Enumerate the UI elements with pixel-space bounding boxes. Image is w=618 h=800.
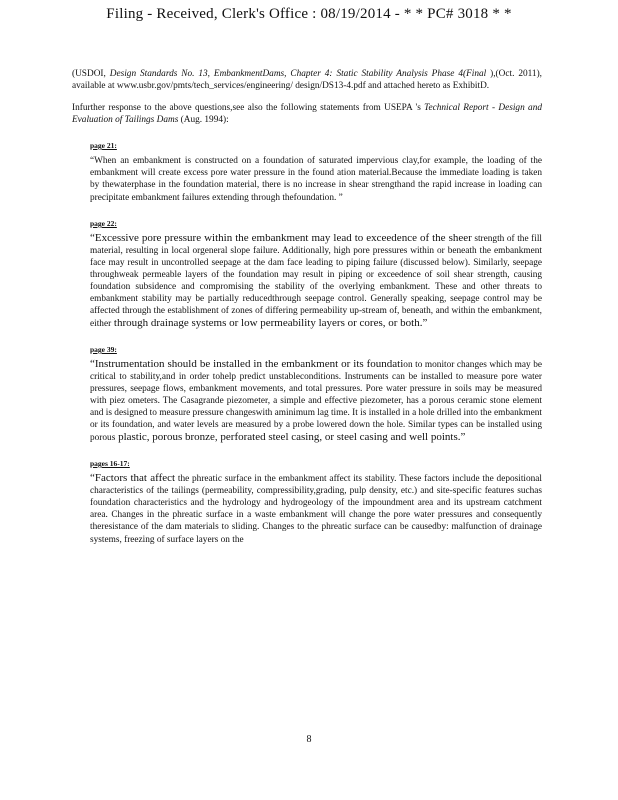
quote-block [90, 140, 542, 204]
quote-lead: “Factors that affect [90, 472, 176, 484]
quote-text [90, 472, 542, 546]
citation-part-3: ),(Oct. 2011), available at www.usbr.gov/pmts/tech_services/engineering/ design/DS13-4.pdf and attached hereto as ExhibitD. [72, 69, 542, 91]
page-reference-label: page 21: [90, 141, 117, 150]
intro-report-title: Technical Report - Design and Evaluation of Tailings Dams [72, 103, 542, 125]
quote-body: strength of the fill material, resulting in local orgeneral slope failure. Additionally, high pore pressures within or beneath the embankment face may result in uncontrolled seepage at the dam face leading to piping failure (discussed below). Similarly, seepage throughweak permeable layers of the foundation may result in piping or exceedence of soil shear strength, causing foundation subsidence and compromising the stability of the overlying embankment. These and other threats to embankment stability may be partially reducedthrough seepage control. Generally speaking, seepage control may be affected through the establishment of zones of differing permeability up-stream of, beneath, and within the embankment, either [90, 234, 542, 329]
document-body [72, 68, 542, 546]
quote-text [90, 232, 542, 330]
quote-block [90, 344, 542, 444]
quote-tail: through drainage systems or low permeability layers or cores, or both.” [111, 317, 428, 329]
filing-header: Filing - Received, Clerk's Office : 08/19/2014 - * * PC# 3018 * * [106, 6, 512, 22]
intro-part-1: Infurther response to the above questions,see also the following statements from USEPA 's [72, 103, 425, 113]
citation-part-1: (USDOI, [72, 69, 110, 79]
intro-paragraph [72, 102, 542, 126]
quote-body: “When an embankment is constructed on a foundation of saturated impervious clay,for example, the loading of the embankment will create excess pore water pressure in the found ation material.Because the immediate loading is taken by thewaterphase in the foundation material, there is no increase in shear strengthand the rapid increase in loading can precipitate embankment failures extending through thefoundation. ” [90, 156, 542, 203]
quote-block [90, 458, 542, 546]
quote-block [90, 218, 542, 330]
quote-text [90, 154, 542, 204]
page-number: 8 [306, 734, 312, 745]
page-reference-label: pages 16-17: [90, 459, 130, 468]
quote-text [90, 358, 542, 444]
quote-lead: “Instrumentation should be installed in the embankment or its foundati [90, 358, 404, 370]
citation-title: Design Standards No. 13, EmbankmentDams, Chapter 4: Static Stability Analysis Phase 4(Final [109, 69, 487, 79]
citation-paragraph [72, 68, 542, 92]
quote-body: the phreatic surface in the embankment affect its stability. These factors include the depositional characteristics of the tailings (permeability, compressibility,grading, pulp density, etc.) and site-specific features suchas foundation characteristics and the hydrology and hydrogeology of the impoundment area and its upstream catchment area. Changes in the phreatic surface in a waste embankment will change the pore water pressures and consequently theresistance of the dam materials to sliding. Changes to the phreatic surface can be causedby: malfunction of drainage systems, freezing of surface layers on the [90, 474, 543, 545]
intro-part-3: (Aug. 1994): [178, 115, 229, 125]
quote-tail: plastic, porous bronze, perforated steel casing, or steel casing and well points.” [115, 431, 466, 443]
quote-body: on to monitor changes which may be critical to stability,and in order tohelp predict unstableconditions. Instruments can be installed to measure pore water pressures, seepage flows, embankment movements, and total pressures. Pore water pressure in soils may be measured with piez ometers. The Casagrande piezometer, a simple and effective piezometer, has a porous ceramic stone element and is designed to measure pressure changeswith aminimum lag time. It is installed in a hole drilled into the embankment or its foundation, and water levels are measured by a probe lowered down the hole. Similar types can be installed using porous [90, 360, 542, 443]
page-reference-label: page 39: [90, 345, 117, 354]
quote-lead: “Excessive pore pressure within the embankment may lead to exceedence of the sheer [90, 232, 472, 244]
page-reference-label: page 22: [90, 219, 117, 228]
